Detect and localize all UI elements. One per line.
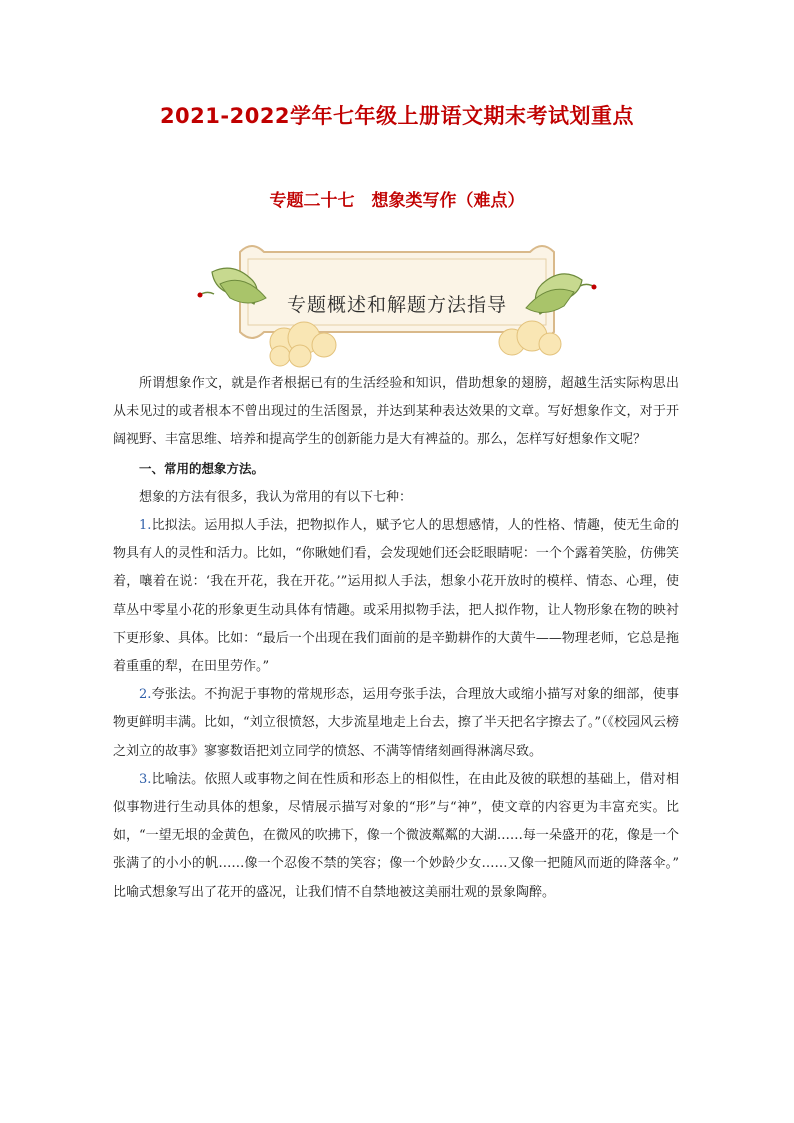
section-heading	[113, 455, 679, 484]
method-3-number: 3.	[139, 771, 152, 787]
sub-title: 专题二十七 想象类写作（难点）	[269, 191, 525, 211]
method-2-text: 夸张法。不拘泥于事物的常规形态，运用夸张手法，合理放大或缩小描写对象的细部，使事物更鲜明丰满。比如，“刘立很愤怒，大步流星地走上台去，擦了半天把名字擦去了。”（《校园风云榜之刘立的故事》寥寥数语把刘立同学的愤怒、不满等情绪刻画得淋漓尽致。	[113, 687, 679, 759]
banner-text: 专题概述和解题方法指导	[286, 294, 507, 316]
main-title: 2021-2022学年七年级上册语文期末考试划重点	[159, 104, 635, 128]
method-1-text: 比拟法。运用拟人手法，把物拟作人，赋予它人的思想感情，人的性格、情趣，使无生命的物具有人的灵性和活力。比如，“你瞅她们看，会发现她们还会眨眼睛呢：一个个露着笑脸，仿佛笑着，嚷着在说：‘我在开花，我在开花。’”运用拟人手法，想象小花开放时的模样、情态、心理，使草丛中零星小花的形象更生动具体有情趣。或采用拟物手法，把人拟作物，让人物形象在物的映衬下更形象、具体。比如：“最后一个出现在我们面前的是辛勤耕作的大黄牛——物理老师，它总是拖着重重的犁，在田里劳作。”	[113, 518, 679, 675]
method-3-paragraph	[113, 766, 679, 907]
method-1-paragraph	[113, 512, 679, 681]
article-body	[113, 370, 679, 907]
method-2-paragraph	[113, 681, 679, 766]
section-banner	[192, 232, 602, 370]
heading-text: 一、常用的想象方法。	[139, 460, 265, 476]
intro-paragraph: 所谓想象作文，就是作者根据已有的生活经验和知识，借助想象的翅膀，超越生活实际构思出从未见过的或者根本不曾出现过的生活图景，并达到某种表达效果的文章。写好想象作文，对于开阔视野、丰富思维、培养和提高学生的创新能力是大有裨益的。那么，怎样写好想象作文呢？	[113, 376, 679, 448]
method-3-text: 比喻法。依照人或事物之间在性质和形态上的相似性，在由此及彼的联想的基础上，借对相似事物进行生动具体的想象，尽情展示描写对象的“形”与“神”，使文章的内容更为丰富充实。比如，“一望无垠的金黄色，在微风的吹拂下，像一个微波粼粼的大湖……每一朵盛开的花，像是一个张满了的小小的帆……像一个忍俊不禁的笑容；像一个妙龄少女……又像一把随风而逝的降落伞。” 比喻式想象写出了花开的盛况，让我们情不自禁地被这美丽壮观的景象陶醉。	[113, 771, 679, 900]
method-2-number: 2.	[139, 687, 152, 703]
lead-paragraph: 想象的方法有很多，我认为常用的有以下七种：	[139, 489, 413, 505]
method-1-number: 1.	[139, 518, 152, 534]
